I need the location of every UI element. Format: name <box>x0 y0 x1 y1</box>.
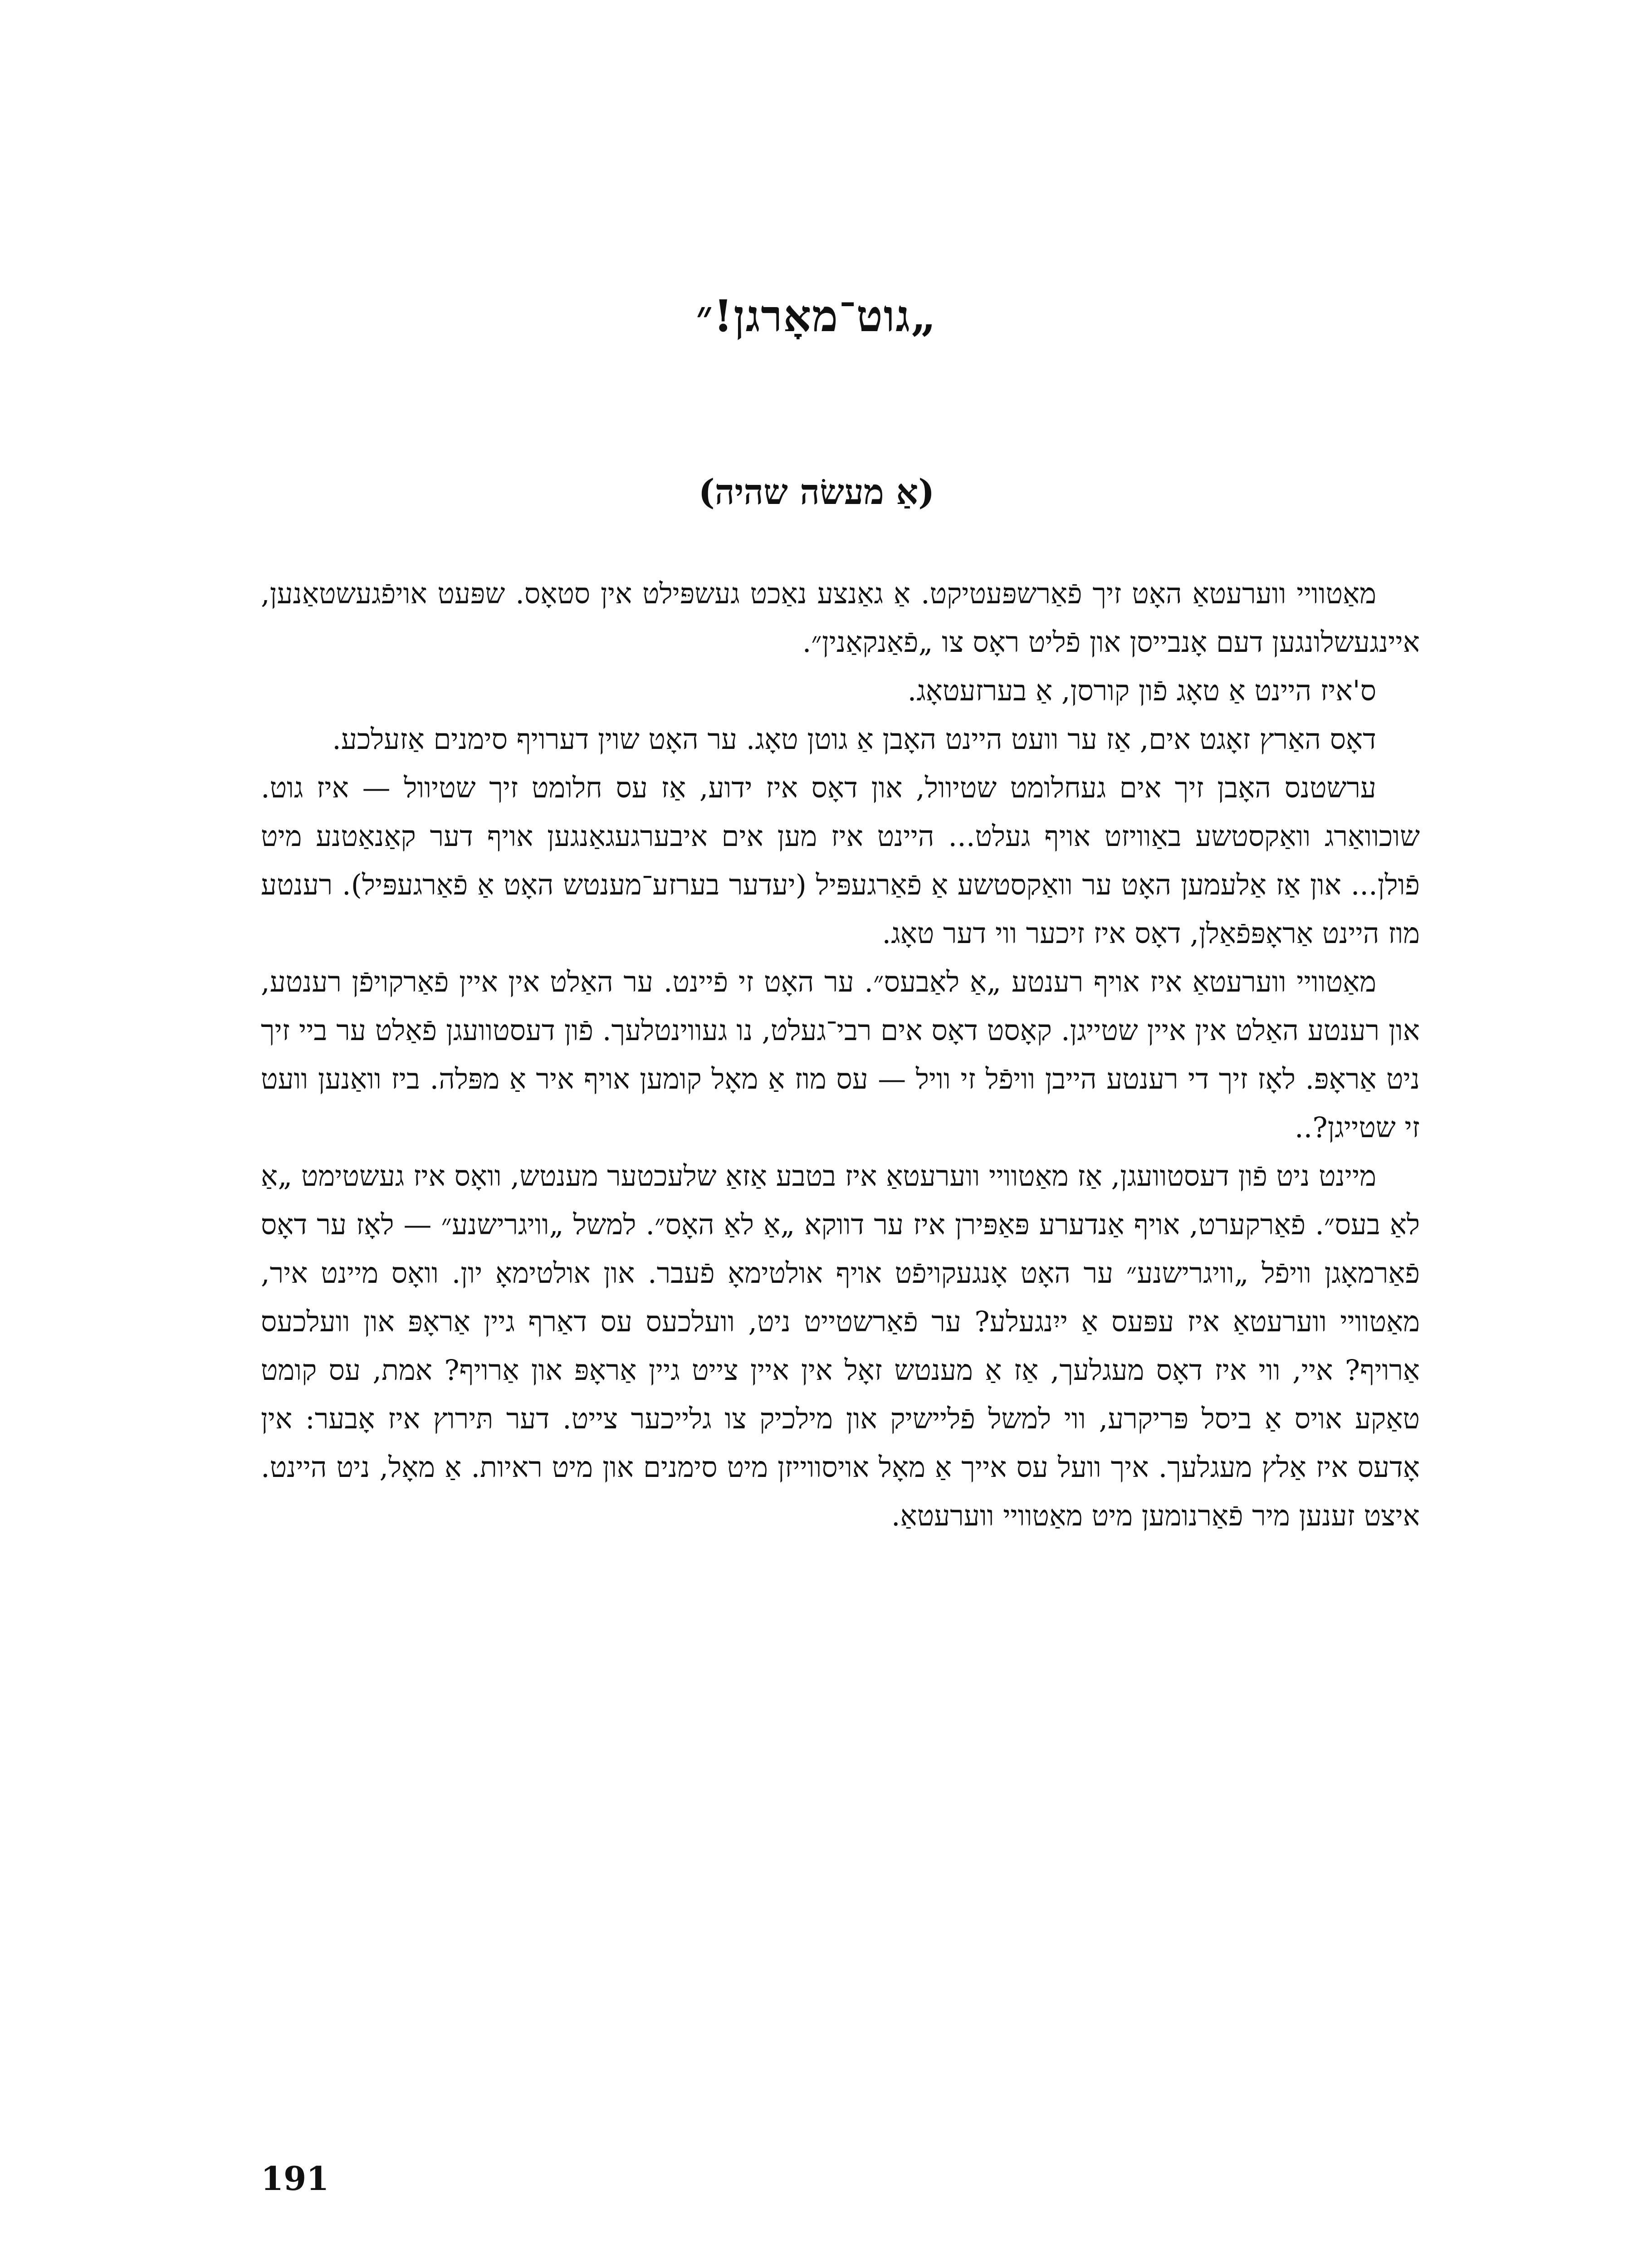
paragraph: מאַטוויי ווערעטאַ איז אויף רענטע „אַ לאַבעס״. ער האָט זי פֿיינט. ער האַלט אין איין פֿאַרקויפֿן רענטע, און רענטע האַלט אין איין שטייגן. קאָסט דאָס אים רבי־געלט, נו געווינטלעך. פֿון דעסטוועגן פֿאַלט ער ביי זיך ניט אַראָפּ. לאָז זיך די רענטע הייבן וויפֿל זי וויל — עס מוז אַ מאָל קומען אויף איר אַ מפּלה. ביז וואַנען וועט זי שטייגן?.. <box>261 965 1420 1144</box>
body-text <box>261 569 1420 1540</box>
paragraph: ערשטנס האָבן זיך אים געחלומט שטיוול, און דאָס איז ידוע, אַז עס חלומט זיך שטיוול — איז גוט. שוכוואַרג וואַקסטשע באַוויזט אויף געלט... היינט איז מען אים איבערגעגאַנגען אויף דער קאַנאַטנע מיט פֿולן... און אַז אַלעמען האָט ער וואַקסטשע אַ פֿאַרגעפּיל (יעדער בערזע־מענטש האָט אַ פֿאַרגעפּיל). רענטע מוז היינט אַראָפּפֿאַלן, דאָס איז זיכער ווי דער טאָג. <box>261 771 1420 950</box>
paragraph: מאַטוויי ווערעטאַ האָט זיך פֿאַרשפּעטיקט. אַ גאַנצע נאַכט געשפּילט אין סטאָס. שפּעט אויפֿגעשטאַנען, איינגעשלונגען דעם אָנבייסן און פֿליט ראָס צו „פֿאַנקאַנין״. <box>261 577 1420 659</box>
story-subtitle: (אַ מעשׂה שהיה) <box>698 472 935 512</box>
paragraph: דאָס האַרץ זאָגט אים, אַז ער וועט היינט האָבן אַ גוטן טאָג. ער האָט שוין דערויף סימנים אַזעלכע. <box>332 723 1376 756</box>
paragraph: מיינט ניט פֿון דעסטוועגן, אַז מאַטוויי ווערעטאַ איז בטבע אַזאַ שלעכטער מענטש, וואָס איז געשטימט „אַ לאַ בעס״. פֿאַרקערט, אויף אַנדערע פּאַפּירן איז ער דווקא „אַ לאַ האָס״. למשל „וויגרישנע״ — לאָז ער דאָס פֿאַרמאָגן וויפֿל „וויגרישנע״ ער האָט אָנגעקויפֿט אויף אולטימאָ פֿעבר. און אולטימאָ יון. וואָס מיינט איר, מאַטוויי ווערעטאַ איז עפּעס אַ ייִנגעלע? ער פֿאַרשטייט ניט, וועלכעס עס דאַרף גיין אַראָפּ און וועלכעס אַרויף? איי, ווי איז דאָס מעגלעך, אַז אַ מענטש זאָל אין איין צייט גיין אַראָפּ און אַרויף? אמת, עס קומט טאַקע אויס אַ ביסל פּריקרע, ווי למשל פֿליישיק און מילכיק צו גלייכער צייט. דער תּירוץ איז אָבער: אין אָדעס איז אַלץ מעגלעך. איך וועל עס אייך אַ מאָל אויסווייזן מיט סימנים און מיט ראיות. אַ מאָל, ניט היינט. איצט זענען מיר פֿאַרנומען מיט מאַטוויי ווערעטאַ. <box>261 1159 1420 1532</box>
story-title: „גוט־מאָרגן!״ <box>696 290 937 342</box>
page-number: 191 <box>261 2159 329 2198</box>
paragraph: ס'איז היינט אַ טאָג פֿון קורסן, אַ בערזעטאָג. <box>907 674 1376 707</box>
